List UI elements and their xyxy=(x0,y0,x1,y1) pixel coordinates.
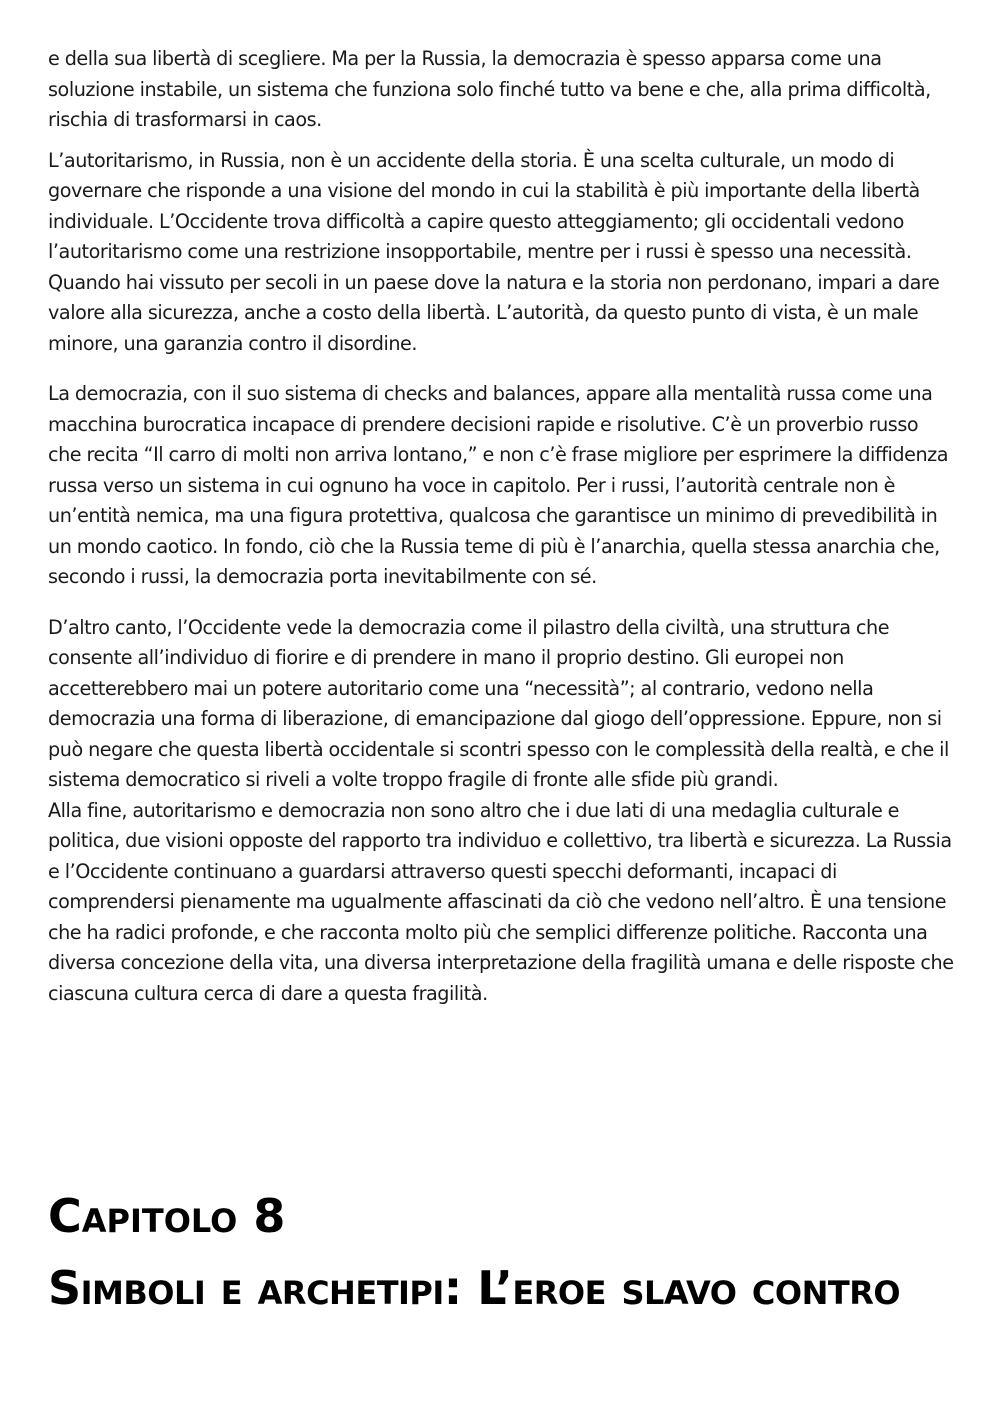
paragraph-2: L’autoritarismo, in Russia, non è un accidente della storia. È una scelta culturale, un modo di governare che risponde a una visione del mondo in cui la stabilità è più importante della libertà individuale. L’Occidente trova difficoltà a capire questo atteggiamento; gli occidentali vedono l’autoritarismo come una restrizione insopportabile, mentre per i russi è spesso una necessità. Quando hai vissuto per secoli in un paese dove la natura e la storia non perdonano, impari a dare valore alla sicurezza, anche a costo della libertà. L’autorità, da questo punto di vista, è un male minore, una garanzia contro il disordine. xyxy=(48,148,940,355)
paragraph-4: D’altro canto, l’Occidente vede la democrazia come il pilastro della civiltà, una struttura che consente all’individuo di fiorire e di prendere in mano il proprio destino. Gli europei non accetterebbero mai un potere autoritario come una “necessità”; al contrario, vedono nella democrazia una forma di liberazione, di emancipazione dal giogo dell’oppressione. Eppure, non si può negare che questa libertà occidentale si scontri spesso con le complessità della realtà, e che il sistema democratico si riveli a volte troppo fragile di fronte alle sfide più grandi. xyxy=(48,615,949,791)
chapter-title: Simboli e archetipi: L’eroe slavo contro xyxy=(48,1261,901,1315)
paragraph-1: e della sua libertà di scegliere. Ma per la Russia, la democrazia è spesso apparsa come una soluzione instabile, un sistema che funziona solo finché tutto va bene e che, alla prima difficoltà, rischia di trasformarsi in caos. xyxy=(48,47,931,131)
body-text xyxy=(48,44,954,1009)
chapter-number: Capitolo 8 xyxy=(48,1189,286,1243)
chapter-heading xyxy=(48,1180,978,1324)
paragraph-5: Alla fine, autoritarismo e democrazia non sono altro che i due lati di una medaglia culturale e politica, due visioni opposte del rapporto tra individuo e collettivo, tra libertà e sicurezza. La Russia e l’Occidente continuano a guardarsi attraverso questi specchi deformanti, incapaci di comprendersi pienamente ma ugualmente affascinati da ciò che vedono nell’altro. È una tensione che ha radici profonde, e che racconta molto più che semplici differenze politiche. Racconta una diversa concezione della vita, una diversa interpretazione della fragilità umana e delle risposte che ciascuna cultura cerca di dare a questa fragilità. xyxy=(48,798,954,1005)
paragraph-3: La democrazia, con il suo sistema di checks and balances, appare alla mentalità russa come una macchina burocratica incapace di prendere decisioni rapide e risolutive. C’è un proverbio russo che recita “Il carro di molti non arriva lontano,” e non c’è frase migliore per esprimere la diffidenza russa verso un sistema in cui ognuno ha voce in capitolo. Per i russi, l’autorità centrale non è un’entità nemica, ma una figura protettiva, qualcosa che garantisce un minimo di prevedibilità in un mondo caotico. In fondo, ciò che la Russia teme di più è l’anarchia, quella stessa anarchia che, secondo i russi, la democrazia porta inevitabilmente con sé. xyxy=(48,382,949,588)
